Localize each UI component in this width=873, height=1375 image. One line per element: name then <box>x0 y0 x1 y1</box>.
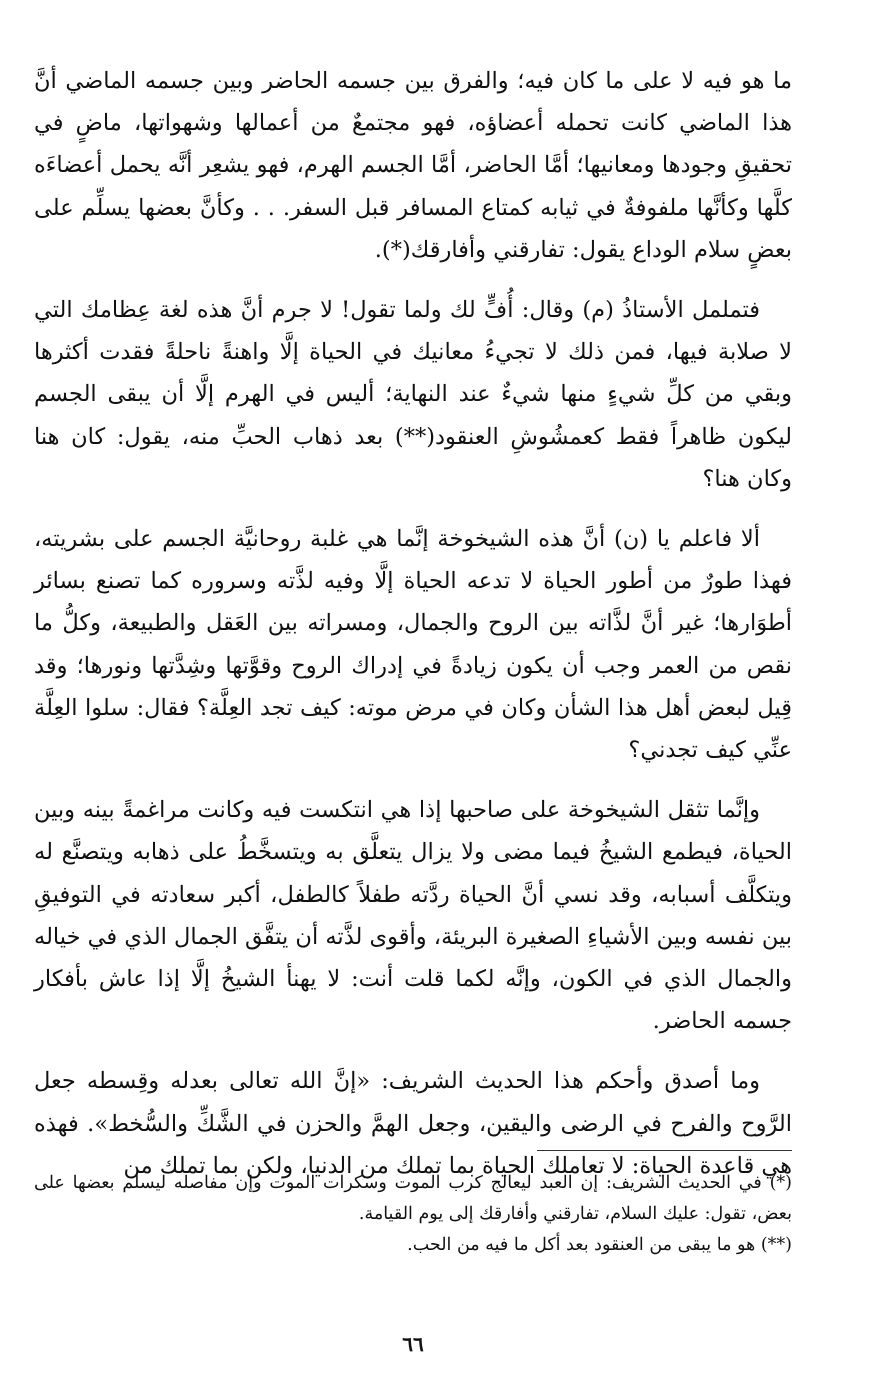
paragraph-2: فتململ الأستاذُ (م) وقال: أُفٍّ لك ولما تقول! لا جرم أنَّ هذه لغة عِظامك التي لا صلابة فيها، فمن ذلك لا تجيءُ معانيك في الحياة إلَّا واهنةً ناحلةً فقدت أكثرها وبقي من كلِّ شيءٍ منها شيءٌ عند النهاية؛ أليس في الهرم إلَّا أن يبقى الجسم ليكون ظاهراً فقط كعمشُوشِ العنقود(**) بعد ذهاب الحبِّ منه، يقول: كان هنا وكان هنا؟ <box>34 297 792 492</box>
paragraph-5: وما أصدق وأحكم هذا الحديث الشريف: «إنَّ الله تعالى بعدله وقِسطه جعل الرَّوح والفرح في الرضى واليقين، وجعل الهمَّ والحزن في الشَّكِّ والسُّخط». فهذه هي قاعدة الحياة: لا تعاملك الحياة بما تملك من الدنيا، ولكن بما تملك من <box>34 1068 792 1179</box>
footnote-1: (*) في الحديث الشريف: إن العبد ليعالج كرب الموت وسكرات الموت وإن مفاصله ليسلم بعضها على بعض، تقول: عليك السلام، تفارقني وأفارقك إلى يوم القيامة. <box>34 1173 792 1224</box>
paragraph-4: وإنَّما تثقل الشيخوخة على صاحبها إذا هي انتكست فيه وكانت مراغمةً بينه وبين الحياة، فيطمع الشيخُ فيما مضى ولا يزال يتعلَّق به ويتسخَّطُ على ذهابه ويتصنَّع له ويتكلَّف أسبابه، وقد نسي أنَّ الحياة ردَّته طفلاً كالطفل، أكبر سعادته في التوفيقِ بين نفسه وبين الأشياءِ الصغيرة البريئة، وأقوى لذَّته أن يتفَّق الجمال الذي في خياله والجمال الذي في الكون، وإنَّه لكما قلت أنت: لا يهنأ الشيخُ إلَّا إذا عاش بأفكار جسمه الحاضر. <box>34 797 792 1035</box>
page-number: ٦٦ <box>402 1332 424 1356</box>
paragraph-1: ما هو فيه لا على ما كان فيه؛ والفرق بين جسمه الحاضر وبين جسمه الماضي أنَّ هذا الماضي كانت تحمله أعضاؤه، فهو مجتمعٌ من أعمالها وشهواتها، ماضٍ في تحقيقِ وجودها ومعانيها؛ أمَّا الحاضر، أمَّا الجسم الهرم، فهو يشعِر أنَّه يحمل أعضاءَه كلَّها وكأنَّها ملفوفةٌ في ثيابه كمتاع المسافر قبل السفر. . . وكأنَّ بعضها يسلِّم على بعضٍ سلام الوداع يقول: تفارقني وأفارقك(*). <box>34 68 792 263</box>
footnotes <box>34 1168 792 1261</box>
book-page <box>34 60 792 1356</box>
footnote-2: (**) هو ما يبقى من العنقود بعد أكل ما فيه من الحب. <box>407 1235 792 1255</box>
footnote-divider <box>537 1150 792 1151</box>
paragraph-3: ألا فاعلم يا (ن) أنَّ هذه الشيخوخة إنَّما هي غلبة روحانيَّة الجسم على بشريته، فهذا طورٌ من أطور الحياة لا تدعه الحياة إلَّا وفيه لذَّته وسروره كما تصنع بسائر أطوَارها؛ غير أنَّ لذَّاته بين الروح والجمال، ومسراته بين العَقل والطبيعة، وكلُّ ما نقص من العمر وجب أن يكون زيادةً في إدراك الروح وقوَّتها وشِدَّتها ونورها؛ وقد قِيل لبعض أهل هذا الشأن وكان في مرض موته: كيف تجد العِلَّة؟ فقال: سلوا العِلَّة عنِّي كيف تجدني؟ <box>34 526 792 764</box>
